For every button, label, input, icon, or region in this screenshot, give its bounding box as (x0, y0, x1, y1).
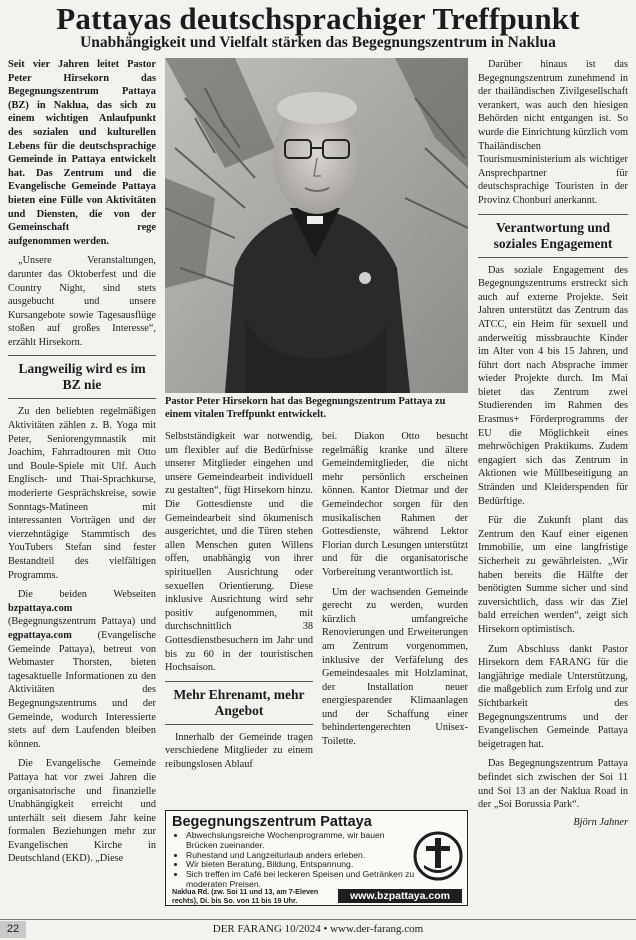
link-egpattaya[interactable]: egpattaya.com (8, 629, 72, 641)
ad-website-link[interactable]: www.bzpattaya.com (338, 889, 462, 903)
paragraph: Das soziale Engagement des Begegnungszentrums erstreckt sich auch auf externe Projekte. Seit Jahren unterstützt das Zentrum das ATCC, ein Heim für sexuell und anderweitig missbrauchte Kinder im Alter von 4 bis 15 Jahren, und führt dort nach Absprache immer wieder Projekte durch. Im Mai bietet das Zentrum zwei Studierenden im Rahmen des Erasmus+ Förderprogramms der EU die Möglichkeit eines mehrwöchigen Praktikums. Zudem engagiert sich das Zentrum in Aktionen wie Müllbeseitigung an Stränden und Kleiderspenden für Bedürftige. (478, 264, 628, 507)
article-subtitle: Unabhängigkeit und Vielfalt stärken das Begegnungszentrum in Naklua (80, 34, 556, 51)
paragraph: Darüber hinaus ist das Begegnungszentrum zunehmend in der thailändischen Zivilgesellschaft verankert, was auch den hiesigen Behörden nicht entgangen ist. So wurde die Einrichtung kürzlich vom Thailändischen Tourismusministerium als wichtiger Ansprechpartner für deutschsprachige Touristen in der Provinz Chonburi anerkannt. (478, 59, 628, 206)
ad-title: Begegnungszentrum Pattaya (172, 814, 372, 830)
section-heading: Langweilig wird es im BZ nie (8, 355, 156, 399)
link-bzpattaya[interactable]: bzpattaya.com (8, 602, 73, 614)
paragraph: bei. Diakon Otto besucht regelmäßig kranke und ältere Gemeindemitglieder, die nicht mehr persönlich erscheinen können. Kantor Dietmar und der Gemeindechor sorgen für den musikalischen Rahmen der Gottesdienste, während Lektor Florian durch Lesungen unterstützt und für die organisatorische Vorbereitung verantwortlich ist. (322, 431, 468, 578)
section-heading: Mehr Ehrenamt, mehr Angebot (165, 681, 313, 725)
ad-list-item: • Wir bieten Beratung, Bildung, Entspannung. (186, 860, 416, 870)
paragraph: Für die Zukunft plant das Zentrum den Kauf einer eigenen Immobilie, um eine langfristige Sicherheit zu gewährleisten. „Wir haben bereits die Hälfte der benötigten Summe sicher und sind zuversichtlich, dass wir das Ziel bald erreichen werden“, zeigt sich Hirsekorn optimistisch. (478, 515, 628, 635)
ad-list-item: • Ruhestand und Langzeiturlaub anders erleben. (186, 851, 416, 861)
ad-list-item: • Abwechslungsreiche Wochenprogramme, wir bauen Brücken zueinander. (186, 831, 416, 851)
ad-list (176, 831, 416, 890)
cross-logo-icon (412, 829, 464, 883)
author-byline: Björn Jahner (573, 816, 628, 828)
section-heading: Verantwortung und soziales Engagement (478, 214, 628, 258)
lead-paragraph: Seit vier Jahren leitet Pastor Peter Hirsekorn das Begegnungszentrum Pattaya (BZ) in Naklua, das sich zu einem wichtigen Anlaufpunkt des sozialen und kulturellen Lebens für die deutschsprachige Gemeinde in Pattaya entwickelt hat. Das Zentrum und die Evangelische Gemeinde Pattaya bieten eine Fülle von Aktivitäten und Diensten, die von der Gemeinschaft rege aufgenommen werden. (8, 59, 156, 247)
column-3 (322, 430, 468, 749)
ad-list-item: • Sich treffen im Café bei leckeren Speisen und Getränken zu moderaten Preisen. (186, 870, 416, 890)
text: Die beiden Webseiten (18, 589, 156, 601)
footer-divider (0, 919, 636, 920)
footer-text: DER FARANG 10/2024 • www.der-farang.com (212, 923, 424, 935)
text: (Evangelische Gemeinde Pattaya), betreut von Webmaster Thorsten, bieten tagesaktuelle Informationen zu den Aktivitäten des Begegnungszentrums und der Gemeinde, wodurch Interessierte stets auf dem Laufenden bleiben können. (8, 629, 156, 750)
paragraph: Selbstständigkeit war notwendig, um flexibler auf die Bedürfnisse unserer Mitglieder eingehen und unsere Gemeindearbeit individuell zu gestalten“, fügt Hirsekorn hinzu. Die Gottesdienste und die Gemeindearbeit sind ökumenisch ausgerichtet, und die Türen stehen allen Menschen guten Willens offen, unabhängig von ihrer spirituellen Ausrichtung oder sexuellen Orientierung. Diese inklusive Ausrichtung wird sehr positiv aufgenommen, mit durchschnittlich 38 Gottesdienstbesuchern im Jahr und bis zu 60 in der touristischen Hochsaison. (165, 431, 313, 674)
photo-caption: Pastor Peter Hirsekorn hat das Begegnungszentrum Pattaya zu einem vitalen Treffpunkt entwickelt. (165, 396, 446, 421)
paragraph: „Unsere Veranstaltungen, darunter das Oktoberfest und die Country Night, sind stets ausgebucht und unsere Kursangebote sowie Tagesausflüge stoßen auf großes Interesse“, erzählt Hirsekorn. (8, 255, 156, 348)
column-1 (8, 58, 156, 866)
paragraph: Das Begegnungszentrum Pattaya befindet sich zwischen der Soi 11 und Soi 13 an der Naklua Road in der „Soi Borussia Park“. (478, 758, 628, 811)
advertisement-box (165, 810, 468, 906)
paragraph: Innerhalb der Gemeinde tragen verschiedene Mitglieder zu einem reibungslosen Ablauf (165, 731, 313, 770)
page-number: 22 (0, 921, 26, 938)
text: (Begegnungszentrum Pattaya) und (8, 616, 156, 628)
article-title: Pattayas deutschsprachiger Treffpunkt (56, 1, 580, 36)
paragraph: Um der wachsenden Gemeinde gerecht zu werden, wurden kürzlich umfangreiche Renovierungen und Erweiterungen am Zentrum vorgenommen, inklusive der Verfäfelung des Gemeindesaales mit Holzlaminat, der Installation neuer energiesparender Klimaanlagen und der Schaffung einer behindertengerechten Unisex-Toilette. (322, 586, 468, 748)
paragraph-websites (8, 588, 156, 751)
pastor-portrait-illustration (165, 58, 468, 393)
paragraph: Die Evangelische Gemeinde Pattaya hat vor zwei Jahren die organisatorische und finanzielle Unabhängigkeit erreicht und unterhält seit diesem Jahr keine formalen Beziehungen mehr zur Evangelischen Kirche in Deutschland (EKD). „Diese (8, 758, 156, 865)
ad-address: Naklua Rd. (zw. Soi 11 und 13, am 7-Eleven rechts), Di. bis So. von 11 bis 19 Uhr. (172, 887, 319, 905)
paragraph: Zum Abschluss dankt Pastor Hirsekorn dem FARANG für die langjährige mediale Unterstützung, die maßgeblich zum Erfolg und zur Sichtbarkeit des Begegnungszentrums und der Evangelischen Gemeinde Pattaya beigetragen hat. (478, 643, 628, 750)
column-2 (165, 430, 313, 771)
portrait-photo (165, 58, 468, 393)
column-4 (478, 58, 628, 829)
paragraph: Zu den beliebten regelmäßigen Aktivitäten zählen z. B. Yoga mit Peter, Seniorengymnastik mit Joachim, Fahrradtouren mit Otto und Boule-Spiele mit Ulf. Auch Englisch- und Thai-Sprachkurse, moderierte Gesprächskreise, sowie Sonntags-Matineen mit interessanten Vorträgen und der vierzehntägige Stammtisch des YouTubers Stefan sind fester Bestandteil des vielfältigen Programms. (8, 406, 156, 581)
